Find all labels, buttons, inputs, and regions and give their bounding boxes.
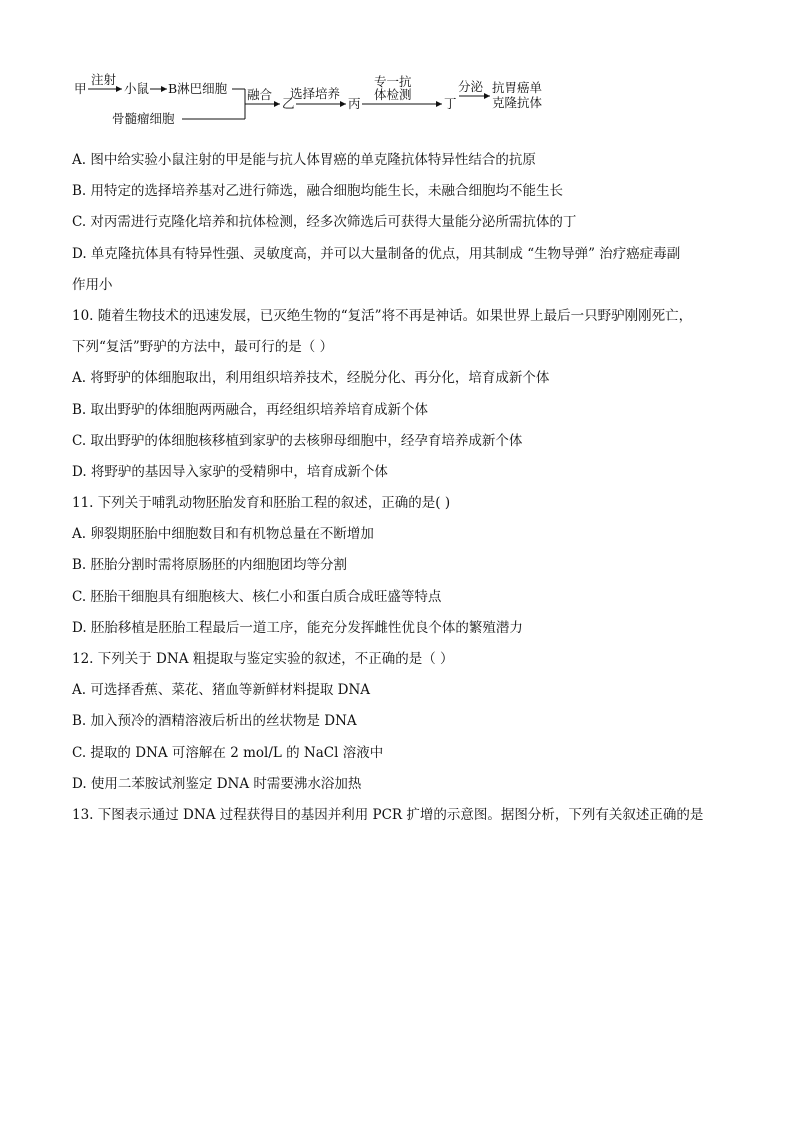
label-selective-culture: 选择培养 <box>290 86 341 101</box>
q9-option-d-continued: 作用小 <box>72 276 113 293</box>
q12-stem: 12. 下列关于 DNA 粗提取与鉴定实验的叙述，不正确的是（ ） <box>72 651 454 667</box>
label-secrete: 分泌 <box>458 79 484 94</box>
q12-option-c: C. 提取的 DNA 可溶解在 2 mol/L 的 NaCl 溶液中 <box>72 744 384 761</box>
label-product-line1: 抗胃癌单 <box>492 80 543 95</box>
q12-option-a: A. 可选择香蕉、菜花、猪血等新鲜材料提取 DNA <box>72 682 371 699</box>
q11-option-d: D. 胚胎移植是胚胎工程最后一道工序，能充分发挥雌性优良个体的繁殖潜力 <box>72 619 523 636</box>
label-mouse: 小鼠 <box>124 81 150 96</box>
label-product-line2: 克隆抗体 <box>492 95 543 110</box>
q10-option-c: C. 取出野驴的体细胞核移植到家驴的去核卵母细胞中，经孕育培养成新个体 <box>72 432 523 449</box>
q10-stem-line1: 10. 随着生物技术的迅速发展，已灭绝生物的“复活”将不再是神话。如果世界上最后一只野驴刚刚死亡， <box>72 307 693 324</box>
q9-option-a: A. 图中给实验小鼠注射的甲是能与抗人体胃癌的单克隆抗体特异性结合的抗原 <box>72 152 536 168</box>
q10-option-d: D. 将野驴的基因导入家驴的受精卵中，培育成新个体 <box>72 463 388 480</box>
label-b-lymphocyte: B淋巴细胞 <box>168 81 228 96</box>
question-text <box>72 150 722 825</box>
q10-option-a: A. 将野驴的体细胞取出，利用组织培养技术，经脱分化、再分化，培育成新个体 <box>72 370 550 387</box>
q9-option-b: B. 用特定的选择培养基对乙进行筛选，融合细胞均能生长，未融合细胞均不能生长 <box>72 183 564 200</box>
label-myeloma-cell: 骨髓瘤细胞 <box>112 111 175 126</box>
q10-stem-line2: 下列“复活”野驴的方法中，最可行的是（ ） <box>72 339 334 356</box>
q12-option-d: D. 使用二苯胺试剂鉴定 DNA 时需要沸水浴加热 <box>72 775 362 792</box>
label-yi: 乙 <box>282 96 295 111</box>
q10-option-b: B. 取出野驴的体细胞两两融合，再经组织培养培育成新个体 <box>72 401 429 418</box>
label-specific-antibody-2: 体检测 <box>374 87 412 102</box>
q12-option-b: B. 加入预冷的酒精溶液后析出的丝状物是 DNA <box>72 713 357 730</box>
monoclonal-antibody-flow-diagram <box>70 70 590 140</box>
q11-option-c: C. 胚胎干细胞具有细胞核大、核仁小和蛋白质合成旺盛等特点 <box>72 588 442 605</box>
q11-option-a: A. 卵裂期胚胎中细胞数目和有机物总量在不断增加 <box>72 526 374 543</box>
q9-option-c: C. 对丙需进行克隆化培养和抗体检测，经多次筛选后可获得大量能分泌所需抗体的丁 <box>72 214 577 231</box>
label-fusion: 融合 <box>247 87 273 102</box>
label-jia: 甲 <box>74 81 87 96</box>
q11-stem: 11. 下列关于哺乳动物胚胎发育和胚胎工程的叙述，正确的是( ) <box>72 495 451 512</box>
q11-option-b: B. 胚胎分割时需将原肠胚的内细胞团均等分割 <box>72 557 348 574</box>
label-specific-antibody-1: 专一抗 <box>374 74 412 89</box>
label-ding: 丁 <box>444 96 457 111</box>
label-injection: 注射 <box>91 72 117 87</box>
q9-option-d: D. 单克隆抗体具有特异性强、灵敏度高，并可以大量制备的优点，用其制成 “生物导弹” 治疗癌症毒副 <box>72 245 681 262</box>
label-bing: 丙 <box>348 96 361 111</box>
q13-stem: 13. 下图表示通过 DNA 过程获得目的基因并利用 PCR 扩增的示意图。据图分析，下列有关叙述正确的是 <box>72 806 704 823</box>
